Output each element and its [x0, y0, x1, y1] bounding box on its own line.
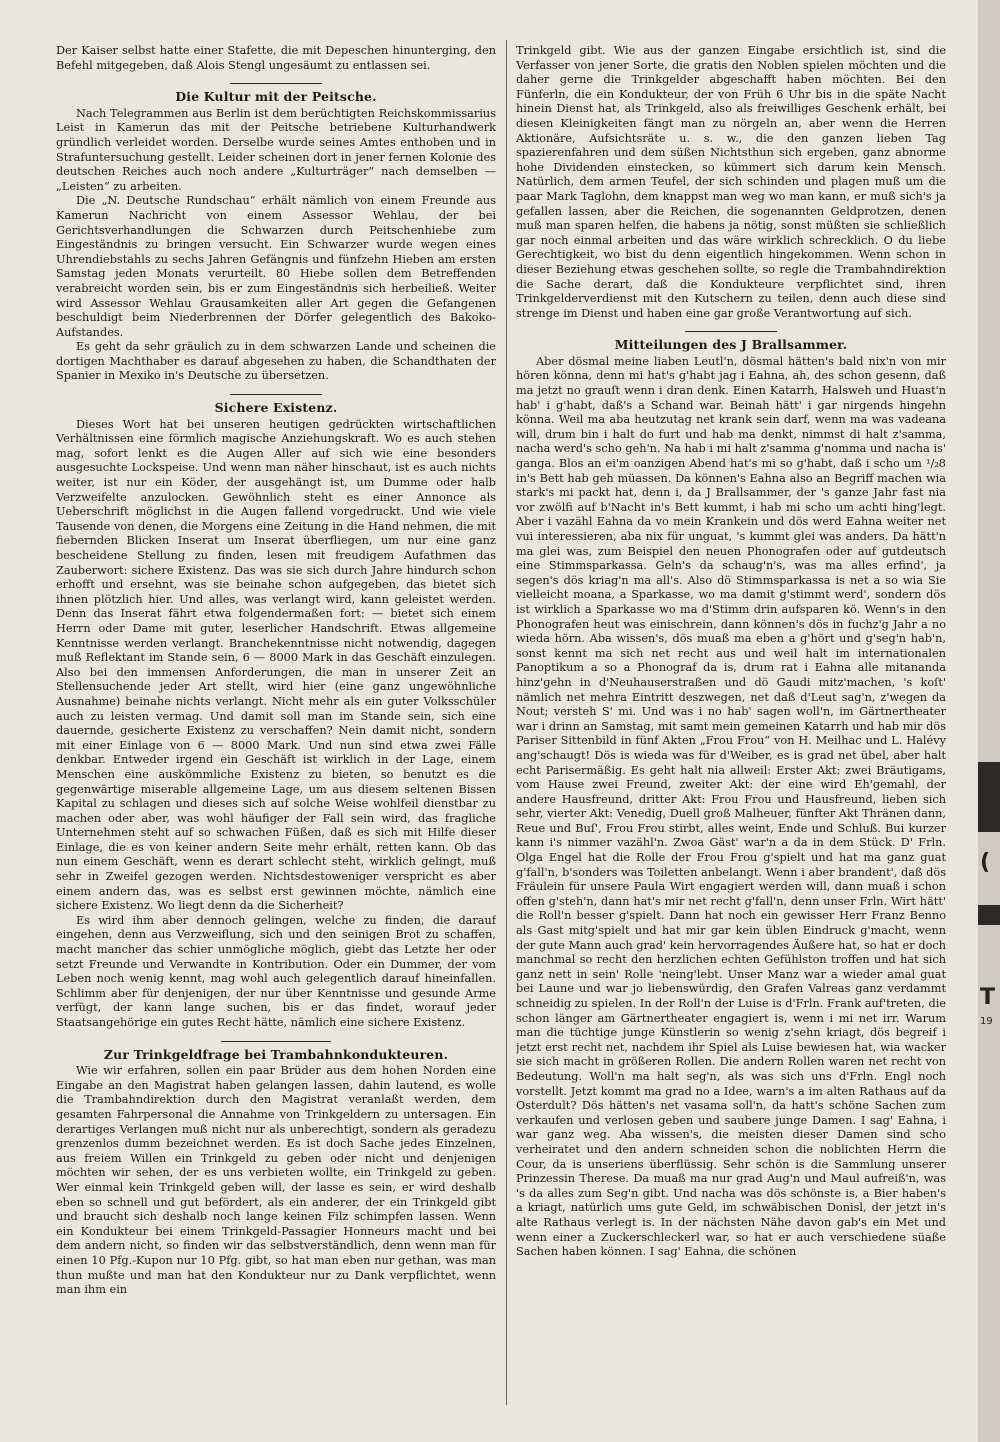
article-paragraph: Die „N. Deutsche Rundschau“ erhält nämlich von einem Freunde aus Kamerun Nachricht von einem Assessor Wehlau, der bei Gerichtsverhandlungen die Schwarzen durch Peitschenhiebe zum Eingeständnis zu bringen versucht. Ein Schwarzer wurde wegen eines Uhrendiebstahls zu sechs Jahren Gefängnis und fünfzehn Hieben am ersten Samstag jeden Monats verurteilt. 80 Hiebe sollen dem Betreffenden verabreicht worden sein, bis er zum Eingeständnis sich herbeiließ. Weiter wird Assessor Wehlau Grausamkeiten aller Art gegen die Gefangenen beschuldigt beim Niederbrennen der Dörfer gelegentlich des Bakoko-Aufstandes. — [56, 194, 496, 339]
article-paragraph: Wie wir erfahren, sollen ein paar Brüder aus dem hohen Norden eine Eingabe an den Magistrat haben gelangen lassen, dahin lautend, es wolle die Trambahndirektion durch den Magistrat veranlaßt werden, dem gesamten Fahrpersonal die Annahme von Trinkgeldern zu untersagen. Ein derartiges Verlangen muß nicht nur als unberechtigt, sondern als geradezu grenzenlos dumm bezeichnet werden. Es ist doch Sache jedes Einzelnen, aus freiem Willen ein Trinkgeld zu geben oder nicht und denjenigen möchten wir sehen, der es uns verbieten wollte, ein Trinkgeld zu geben. Wer einmal kein Trinkgeld geben will, der lasse es sein, er wird deshalb eben so schnell und gut befördert, als ein anderer, der ein Trinkgeld gibt und braucht sich deshalb noch lange keinen Filz schimpfen lassen. Wenn ein Kondukteur bei einem Trinkgeld-Passagier Honneurs macht und bei dem andern nicht, so finden wir das selbstverständlich, denn wenn man für einen 10 Pfg.-Kupon nur 10 Pfg. gibt, so hat man eben nur gethan, was man thun mußte und man hat den Kondukteur nur zu Dank verpflichtet, wenn man ihm ein — [56, 1064, 496, 1297]
continued-paragraph: Trinkgeld gibt. Wie aus der ganzen Eingabe ersichtlich ist, sind die Verfasser von jener Sorte, die gratis den Noblen spielen möchten und die daher gerne die Trinkgelder abgeschafft haben möchten. Bei den Fünferln, die ein Kondukteur, der von Früh 6 Uhr bis in die späte Nacht hinein Dienst hat, als Trinkgeld, also als freiwilliges Geschenk erhält, bei diesen Kleinigkeiten fängt man zu nörgeln an, aber wenn die Herren Aktionäre, Aufsichtsräte u. s. w., die den ganzen lieben Tag spazierenfahren und dem süßen Nichtsthun sich ergeben, ganz abnorme hohe Dividenden einstecken, so kümmert sich darum kein Mensch. Natürlich, dem armen Teufel, der sich schinden und plagen muß um die paar Mark Taglohn, dem knappst man weg wo man kann, er muß sich's ja gefallen lassen, aber die Reichen, die sogenannten Geldprotzen, denen muß man sparen helfen, die habens ja nötig, sonst müßten sie schließlich gar noch einmal arbeiten und das wäre wirklich schrecklich. O du liebe Gerechtigkeit, wo bist du denn eigentlich hingekommen. Wenn schon in dieser Beziehung etwas geschehen sollte, so regle die Trambahndirektion die Sache derart, daß die Kondukteure verpflichtet sind, ihren Trinkgelderverdienst mit den Kutschern zu teilen, denn auch diese sind strenge im Dienst und haben eine gar große Verantwortung auf sich. — [516, 44, 946, 320]
section-divider — [685, 331, 777, 332]
column-rule — [506, 40, 507, 1405]
page-number: 19 — [980, 1016, 993, 1027]
article-paragraph: Es geht da sehr gräulich zu in dem schwarzen Lande und scheinen die dortigen Machthaber es darauf abgesehen zu haben, die Schandthaten der Spanier in Mexiko in's Deutsche zu übersetzen. — [56, 340, 496, 383]
section-divider — [230, 83, 322, 84]
ink-block — [978, 905, 1000, 925]
article-paragraph: Nach Telegrammen aus Berlin ist dem berüchtigten Reichskommissarius Leist in Kamerun das mit der Peitsche betriebene Kulturhandwerk gründlich verleidet worden. Derselbe wurde seines Amtes enthoben und in Strafuntersuchung gestellt. Leider scheinen dort in jener fernen Kolonie des deutschen Reiches auch noch andere „Kulturträger“ nach demselben — „Leisten“ zu arbeiten. — [56, 106, 496, 193]
article-title-existenz: Sichere Existenz. — [214, 400, 338, 416]
article-paragraph: Es wird ihm aber dennoch gelingen, welche zu finden, die darauf eingehen, denn aus Verzweiflung, sich und den seinigen Brot zu schaffen, macht mancher das schier unmögliche möglich, giebt das Letzte her oder setzt Freunde und Verwandte in Kontribution. Oder ein Dummer, der vom Leben noch wenig kennt, mag wohl auch gelegentlich darauf hineinfallen. Schlimm aber für denjenigen, der nur über Kenntnisse und gesunde Arme verfügt, der kann lange suchen, bis er das findet, worauf jeder Staatsangehörige ein gutes Recht hätte, nämlich eine sichere Existenz. — [56, 913, 496, 1029]
section-divider — [221, 1041, 331, 1042]
edge-glyph: T — [980, 985, 996, 1010]
article-paragraph: Dieses Wort hat bei unseren heutigen gedrückten wirtschaftlichen Verhältnissen eine förmlich magische Anziehungskraft. Wo es auch stehen mag, sofort lenkt es die Augen Aller auf sich wie eine besonders ausgesuchte Lockspeise. Und wenn man näher hinschaut, ist es auch nichts weiter, ist nur ein Köder, der ausgehängt ist, um Dumme oder halb Verzweifelte anzulocken. Gewöhnlich steht es einer Annonce als Ueberschrift möglichst in die Augen fallend vorgedruckt. Und wie viele Tausende von denen, die Morgens eine Zeitung in die Hand nehmen, die mit fiebernden Blicken Inserat um Inserat überfliegen, um nur eine ganz bescheidene Stellung zu finden, lesen mit freudigem Aufathmen das Zauberwort: sichere Existenz. Das was sie sich durch Jahre hindurch schon erhofft und ersehnt, was sie beinahe schon aufgegeben, das bietet sich ihnen plötzlich hier. Und alles, was verlangt wird, kann geleistet werden. Denn das Inserat fährt etwa folgendermaßen fort: — bietet sich einem Herrn oder Dame mit guter, leserlicher Handschrift. Etwas allgemeine Kenntnisse werden verlangt. Branchekenntnisse nicht notwendig, dagegen muß Reflektant im Stande sein, 6 — 8000 Mark in das Geschäft einzulegen. Also bei den immensen Anforderungen, die man in unserer Zeit an Stellensuchende jeder Art stellt, wird hier (eine ganz ungewöhnliche Ausnahme) beinahe nichts verlangt. Nicht mehr als ein guter Volksschüler auch zu leisten vermag. Und damit soll man im Stande sein, sich eine dauernde, gesicherte Existenz zu verschaffen? Nein damit nicht, sondern mit einer Einlage von 6 — 8000 Mark. Und nun sind etwa zwei Fälle denkbar. Entweder irgend ein Geschäft ist wirklich in der Lage, einem Menschen eine auskömmliche Existenz zu bieten, so benutzt es die gegenwärtige miserable allgemeine Lage, um aus diesem seltenen Bissen Kapital zu schlagen und dieses sich auf solche Weise wohlfeil dienstbar zu machen oder aber, was wohl häufiger der Fall sein wird, das fragliche Unternehmen steht auf so schwachen Füßen, daß es sich mit Hilfe dieser Einlage, die es von keiner andern Seite mehr erhält, retten kann. Ob das nun einem Geschäft, wenn es derart schlecht steht, wirklich gelingt, muß sehr in Zweifel gezogen werden. Nichtsdestoweniger verspricht es aber einem andern das, was es selbst erst gewinnen möchte, nämlich eine sichere Existenz. Wo liegt denn da die Sicherheit? — [56, 417, 496, 913]
ink-block — [978, 762, 1000, 832]
article-title-trinkgeld: Zur Trinkgeldfrage bei Trambahnkondukteuren. — [103, 1046, 449, 1062]
article-title-brallsammer: Mitteilungen des J Brallsammer. — [614, 337, 848, 353]
adjacent-page-strip — [978, 0, 1000, 1442]
intro-paragraph: Der Kaiser selbst hatte einer Stafette, die mit Depeschen hinunterging, den Befehl mitgegeben, daß Alois Stengl ungesäumt zu entlassen sei. — [56, 44, 496, 72]
article-paragraph: Aber dösmal meine liaben Leutl'n, dösmal hätten's bald nix'n von mir hören könna, denn mi hat's g'habt jag i Eahna, ah, des schon gesenn, daß ma jetzt no grauſt wenn i dran denk. Einen Katarrh, Halsweh und Huast'n hab' i g'habt, daß's a Schand war. Beinah hätt' i gar nirgends hingehn könna. Weil ma aba heutzutag net krank sein darf, wenn ma was vadeana will, drum bin i halt do furt und hab ma denkt, nimmst di halt z'samma, nacha werd's scho geh'n. Na hab i mi halt z'samma g'nomma und nacha is' ganga. Blos an ei'm oanzigen Abend hat's mi so g'habt, daß i scho um ¹/₂8 in's Bett hab geh müassen. Da können's Eahna also an Begriff machen wia stark's mi packt hat, denn i, da J Brallsammer, der 's ganze Jahr fast nia vor zwölfi auf b'Nacht in's Bett kummt, i hab mi scho um achti hing'legt. Aber i vazähl Eahna da vo mein Krankein und dös werd Eahna weiter net vui interessieren, aba nix für unguat, 's kummt glei was anders. Da hätt'n ma glei was, zum Beispiel den neuen Phonografen oder auf gutdeutsch eine Stimmsparkassa. Geln's da schaug'n's, was ma alles erfind', ja segen's dös kriag'n ma all's. Also dö Stimmsparkassa is net a so wia Sie vielleicht moana, a Sparkasse, wo ma damit g'stimmt werd', sondern dös ist wirklich a Sparkasse wo ma d'Stimm drin aufsparen kö. Wenn's in den Phonografen heut was einischrein, dann können's dös in fuchz'g Jahr a no wieda hörn. Aba wissen's, dös muaß ma eben a g'hört und g'seg'n hab'n, sonst kennt ma sich net recht aus und weil halt im internationalen Panoptikum a so a Phonograf da is, drum rat i Eahna alle mitananda hinz'gehn in d'Neuhauserstraßen und dö Gaudi mitz'machen, 's koſt' nämlich net mehra Eintritt deszwegen, net daß d'Leut sag'n, z'wegen da Nout; versteh S' mi. Und was i no hab' sagen woll'n, im Gärtnertheater war i drinn an Samstag, mit samt mein gemeinen Katarrh und hab mir dös Pariser Sittenbild in fünf Akten „Frou Frou“ von H. Meilhac und L. Halévy ang'schaugt! Dös is wieda was für d'Weiber, es is grad net übel, aber halt echt Parisermäßig. Es geht halt nia allweil: Erster Akt: zwei Bräutigams, vom Hause zwei Freund, zweiter Akt: der eine wird Eh'gemahl, der andere Hausfreund, dritter Akt: Frou Frou und Hausfreund, lieben sich sehr, vierter Akt: Venedig, Duell groß Malheuer, fünfter Akt Thränen dann, Reue und Buſ', Frou Frou stirbt, alles weint, Ende und Schluß. Bui kurzer kann i's nimmer vazähl'n. Zwoa Gäst' war'n a da in dem Stück. D' Frln. Olga Engel hat die Rolle der Frou Frou g'spielt und hat ma ganz guat g'fall'n, b'sonders was Toiletten anbelangt. Wenn i aber brandent', daß dös Fräulein für unsere Paula Wirt engagiert werden will, dann muaß i schon offen g'steh'n, dann hat's mir net recht g'fall'n, denn unser Frln. Wirt hätt' die Roll'n besser g'spielt. Dann hat noch ein gewisser Herr Franz Benno als Gast mitg'spielt und hat mir gar kein üblen Eindruck g'macht, wenn der gute Mann auch grad' kein hervorragendes Äußere hat, so hat er doch manchmal so recht den herzlichen echten Gefühlston troffen und hat sich ganz nett in sein' Rolle 'neing'lebt. Unser Manz war a wieder amal guat bei Laune und war jo liebenswürdig, den Grafen Valreas ganz verdammt schneidig zu spielen. In der Roll'n der Luise is d'Frln. Frank auf'treten, die schon länger am Gärtnertheater engagiert is, wenn i mi net irr. Warum man die tüchtige junge Künstlerin so wenig z'sehn kriagt, dös begreif i jetzt erst recht net, nachdem ihr Spiel als Luise bewiesen hat, wia wacker sie sich macht in größeren Rollen. Die andern Rollen waren net recht von Bedeutung. Woll'n ma halt seg'n, als was sich uns d'Frln. Engl noch vorstellt. Jetzt kommt ma grad no a Idee, warn's a im alten Rathaus auf da Osterdult? Dös hätten's net vasama soll'n, da hatt's schöne Sachen zum verkaufen und verlosen geben und saubere junge Damen. I sag' Eahna, i war ganz weg. Aba wissen's, die meisten dieser Damen sind scho verheiratet und den andern schneiden schon die noblichten Herrn die Cour, da is unseriens überflüssig. Sehr schön is die Sammlung unserer Prinzessin Therese. Da muaß ma nur grad Aug'n und Maul aufreiß'n, was 's da alles zum Seg'n gibt. Und nacha was dös schönste is, a Bier haben's a kriagt, natürlich ums gute Geld, im schwäbischen Donisl, der jetzt in's alte Rathaus verlegt is. In der nächsten Nähe davon gab's ein Met und wenn einer a Zuckerschleckerl war, so hat er auch verschiedene süaße Sachen haben können. I sag' Eahna, die schönen — [516, 354, 946, 1259]
right-column — [516, 44, 946, 1404]
article-title-kultur: Die Kultur mit der Peitsche. — [175, 89, 377, 105]
section-divider — [230, 394, 322, 395]
edge-glyph: ( — [980, 850, 991, 875]
left-column — [56, 44, 496, 1404]
